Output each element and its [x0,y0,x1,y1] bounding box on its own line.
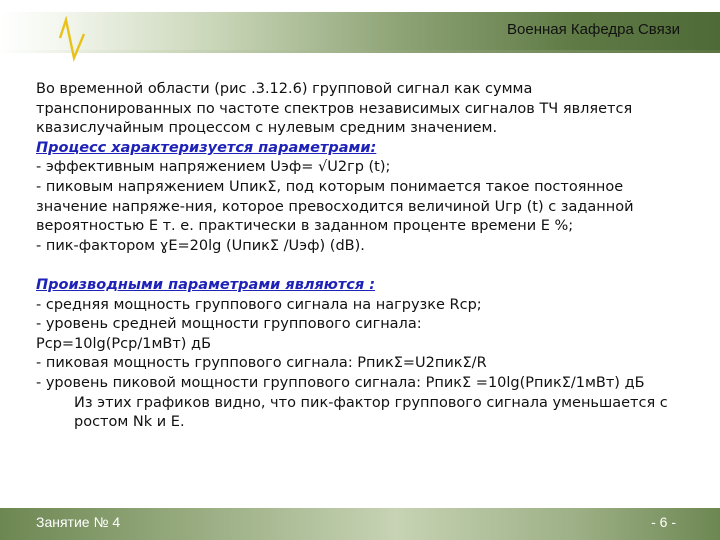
slide-content [36,80,676,508]
derived-parameters-heading: Производными параметрами являются : [36,276,376,293]
lesson-label: Занятие № 4 [36,514,121,530]
header-divider [0,50,720,53]
header-title: Военная Кафедра Связи [507,21,680,38]
intro-paragraph: Во временной области (рис .3.12.6) групповой сигнал как сумма транспонированных по частоте спектров независимых сигналов ТЧ является квазислучайным процессом с нулевым средним значением. [36,81,633,137]
peak-voltage-item: - пиковым напряжением UпикΣ, под которым понимается такое постоянное значение напряже-ния, которое превосходится величиной Uгр (t) с заданной вероятностью Е т. е. практически в заданном проценте времени Е %; [36,178,634,235]
page-number: - 6 - [651,514,676,530]
effective-voltage-item: - эффективным напряжением Uэф= √U2гр (t); [36,159,391,176]
average-power-level-item: - уровень средней мощности группового сигнала: [36,316,422,333]
lightning-signal-icon [58,16,88,62]
average-power-formula: Рср=10lg(Рср/1мВт) дБ [36,335,212,352]
peak-power-item: - пиковая мощность группового сигнала: РпикΣ=U2пикΣ/R [36,355,487,372]
peak-factor-item: - пик-фактором ɣE=20lg (UпикΣ /Uэф) (dB). [36,237,365,254]
parameters-heading: Процесс характеризуется параметрами: [36,139,377,156]
spacer [36,256,676,276]
peak-power-level-item: - уровень пиковой мощности группового сигнала: РпикΣ =10lg(РпикΣ/1мВт) дБ [36,374,645,391]
average-power-item: - средняя мощность группового сигнала на нагрузке Rср; [36,296,482,313]
conclusion-paragraph: Из этих графиков видно, что пик-фактор группового сигнала уменьшается с ростом Nk и E. [74,394,668,431]
